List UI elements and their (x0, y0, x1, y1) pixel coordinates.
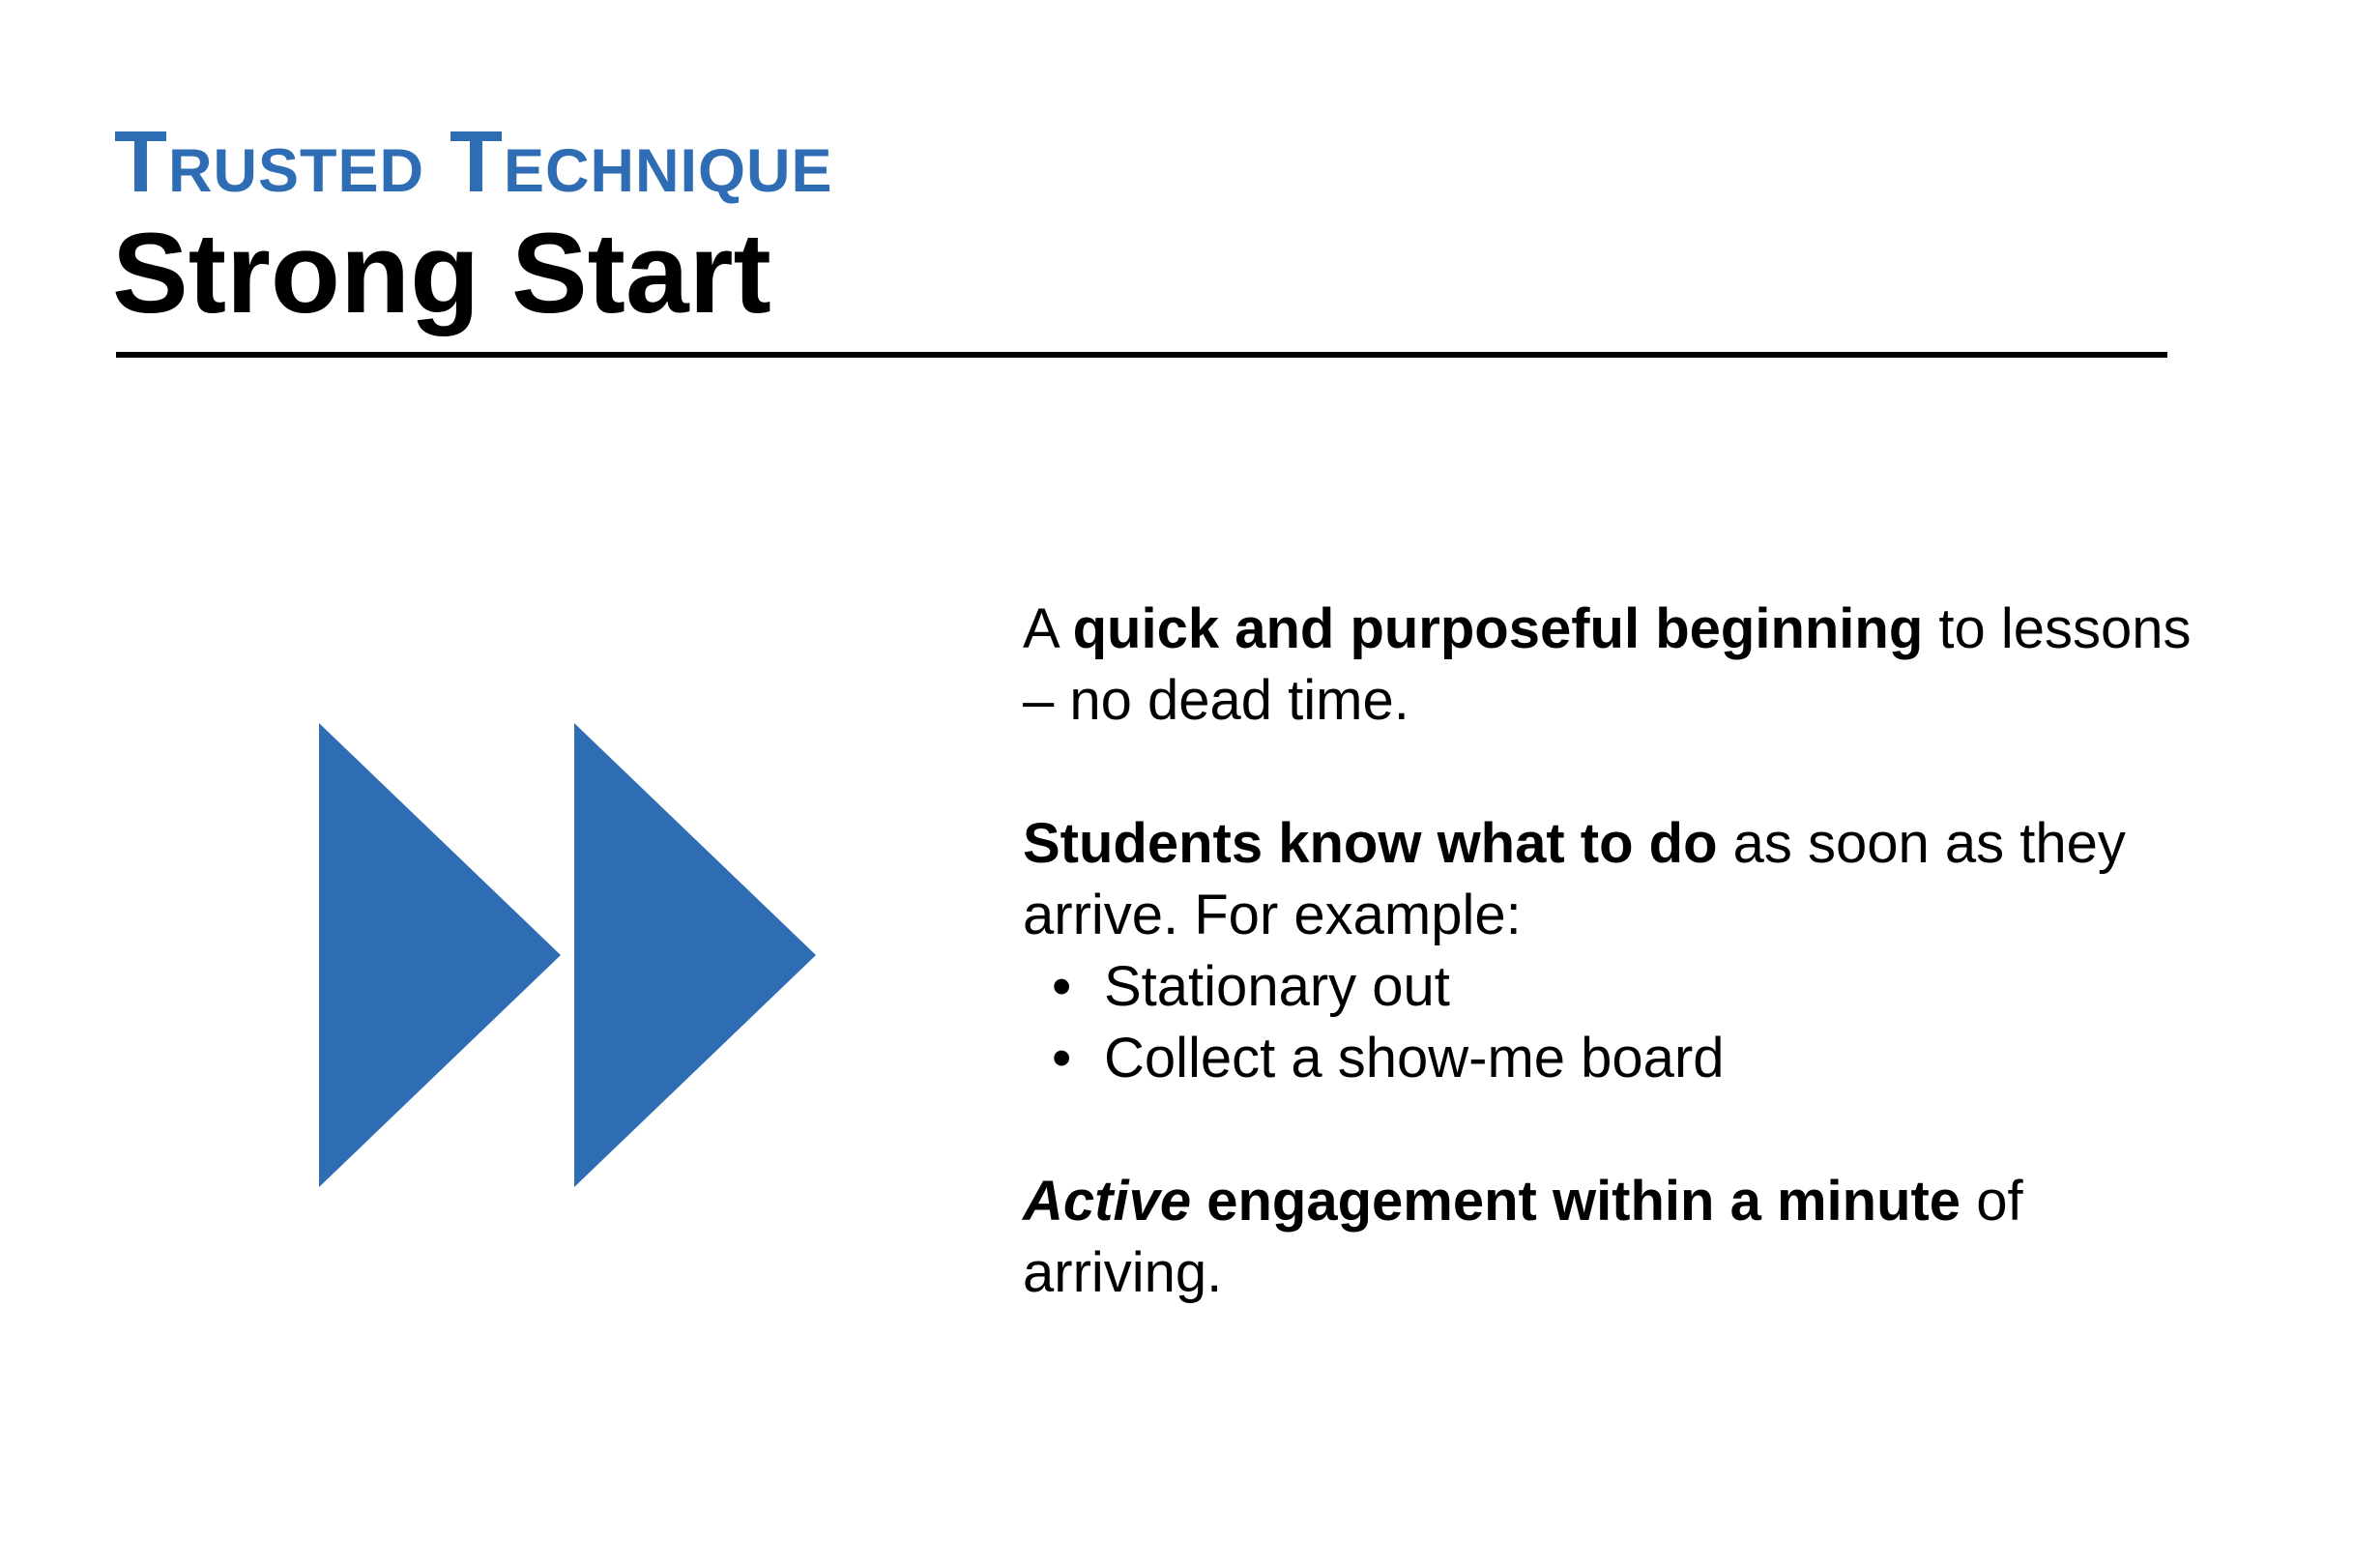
list-item-label: Stationary out (1104, 955, 1450, 1018)
p1-emphasis: quick and purposeful beginning (1072, 597, 1924, 660)
fast-forward-icon (319, 723, 831, 1187)
section-kicker: Trusted Technique (114, 114, 833, 211)
page-title: Strong Start (112, 210, 771, 337)
paragraph-quick-start (1023, 594, 2202, 737)
p1-lead: A (1023, 597, 1073, 660)
p3-italic-emphasis: Active (1023, 1170, 1192, 1233)
list-item-label: Collect a show-me board (1104, 1027, 1725, 1089)
p2-tail: as soon as they arrive. For example: (1023, 812, 2126, 946)
bullet-icon: • (1052, 1027, 1072, 1089)
bullet-icon: • (1052, 955, 1072, 1018)
title-divider (116, 352, 2167, 358)
list-item (1023, 1023, 2202, 1094)
p2-emphasis: Students know what to do (1023, 812, 1718, 875)
p3-tail: of arriving. (1023, 1170, 2023, 1304)
spacer (1023, 1094, 2202, 1166)
fast-forward-triangle-right (574, 723, 816, 1187)
paragraph-active-engagement (1023, 1166, 2202, 1309)
spacer (1023, 737, 2202, 808)
list-item (1023, 951, 2202, 1023)
example-list (1023, 951, 2202, 1094)
fast-forward-triangle-left (319, 723, 561, 1187)
p1-tail: to lessons – no dead time. (1023, 597, 2192, 732)
description-body (1023, 594, 2202, 1309)
paragraph-students-know (1023, 808, 2202, 951)
p3-emphasis: engagement within a minute (1191, 1170, 1961, 1233)
